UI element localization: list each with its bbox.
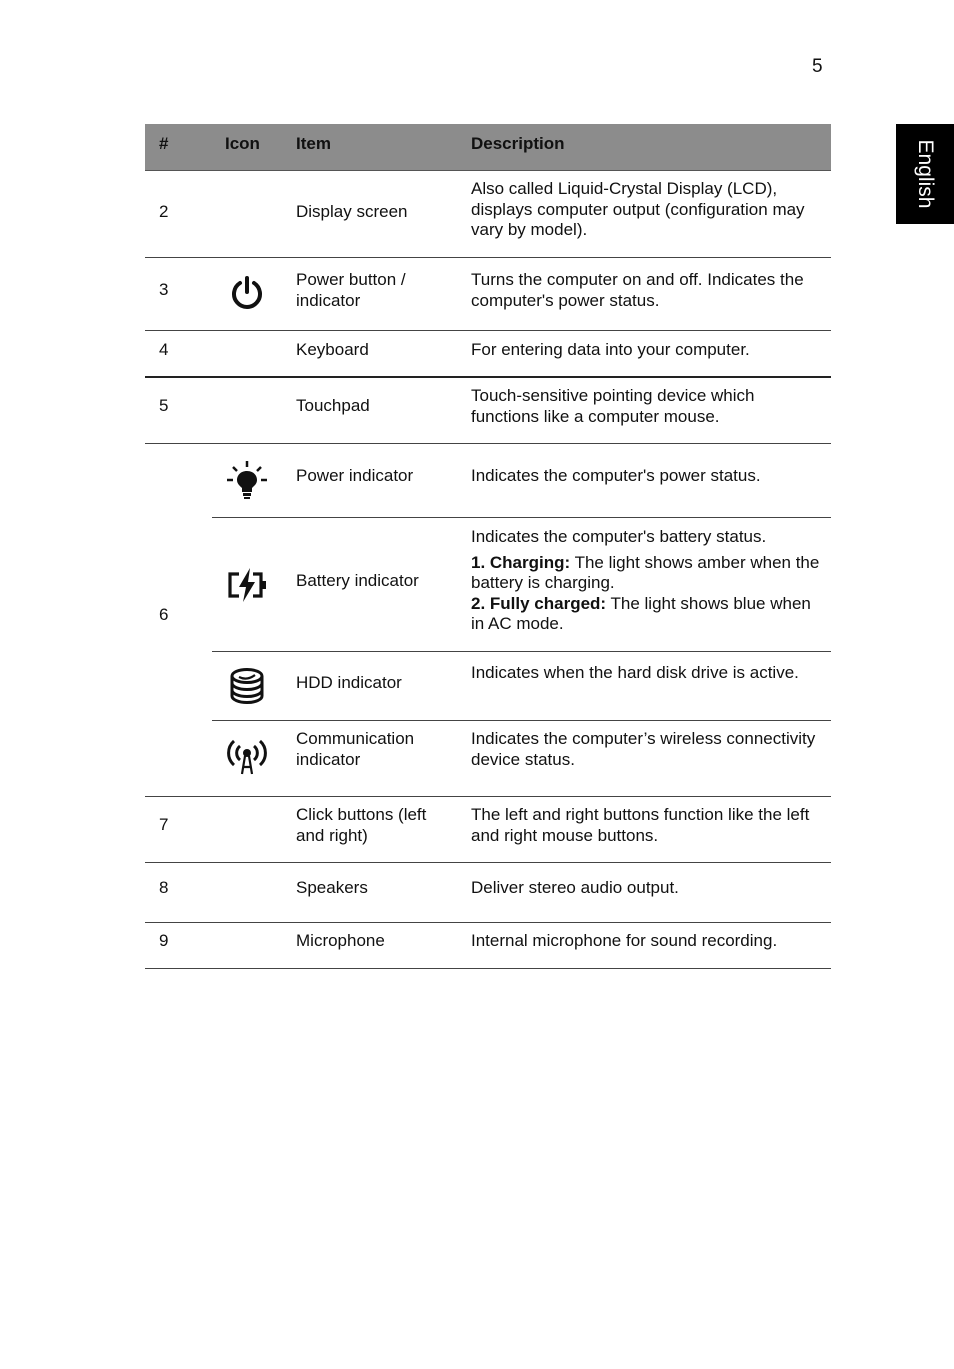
table-row (145, 721, 831, 796)
row-item: Click buttons (left and right) (296, 805, 427, 845)
communication-indicator-icon (225, 736, 269, 780)
header-num: # (159, 134, 169, 153)
row-description: Touch-sensitive pointing device which functions like a computer mouse. (471, 386, 755, 426)
battery-description (471, 527, 821, 635)
row-number: 5 (159, 396, 169, 415)
header-description: Description (471, 134, 565, 153)
charged-text: The light shows blue when in AC mode. (471, 593, 811, 633)
table-row (145, 258, 831, 330)
row-item: Power indicator (296, 466, 414, 485)
battery-status-text: Indicates the computer's battery status. (471, 527, 767, 546)
row-item: HDD indicator (296, 673, 402, 692)
row-item: Speakers (296, 878, 368, 897)
row-number: 7 (159, 815, 169, 834)
battery-indicator-icon (225, 563, 269, 607)
charging-text: The light shows amber when the battery is charging. (471, 552, 820, 592)
row-number: 3 (159, 280, 169, 299)
row-item: Microphone (296, 931, 385, 950)
charging-note (471, 553, 821, 594)
row-description: For entering data into your computer. (471, 340, 750, 359)
charged-label: 2. Fully charged: (471, 593, 607, 613)
charging-label: 1. Charging: (471, 552, 571, 572)
header-icon: Icon (225, 134, 260, 153)
row-number: 9 (159, 931, 169, 950)
table-row (145, 863, 831, 922)
language-tab-label: English (914, 139, 937, 209)
header-item: Item (296, 134, 331, 153)
row-description: Indicates the computer's power status. (471, 466, 761, 485)
row-number: 4 (159, 340, 169, 359)
row-item: Keyboard (296, 340, 369, 359)
row-description: Also called Liquid-Crystal Display (LCD), displays computer output (configuration may vary by model). (471, 179, 805, 239)
row-description: Internal microphone for sound recording. (471, 931, 778, 950)
row-item: Touchpad (296, 396, 370, 415)
table-row (145, 378, 831, 443)
power-button-icon (225, 271, 269, 315)
row-description: Deliver stereo audio output. (471, 878, 679, 897)
row-number: 6 (159, 605, 169, 624)
row-divider (145, 968, 831, 969)
table-row (145, 170, 831, 257)
row-description: Turns the computer on and off. Indicates the computer's power status. (471, 270, 804, 310)
table-row (145, 923, 831, 968)
charged-note (471, 594, 821, 635)
row-item: Display screen (296, 202, 408, 221)
component-table (145, 124, 831, 950)
row-item: Battery indicator (296, 571, 419, 590)
row-number: 8 (159, 878, 169, 897)
row-item: Power button / indicator (296, 270, 406, 310)
table-header (145, 124, 831, 171)
row-item: Communication indicator (296, 729, 415, 769)
table-row (145, 797, 831, 862)
language-tab (896, 124, 954, 224)
row-description: Indicates the computer’s wireless connectivity device status. (471, 729, 816, 769)
hdd-indicator-icon (225, 664, 269, 708)
page-number: 5 (812, 56, 823, 77)
table-row (145, 331, 831, 376)
row-description: Indicates when the hard disk drive is active. (471, 663, 799, 682)
row-number: 2 (159, 202, 169, 221)
table-row (145, 444, 831, 517)
table-row (145, 652, 831, 720)
power-indicator-icon (225, 459, 269, 503)
row-description: The left and right buttons function like the left and right mouse buttons. (471, 805, 810, 845)
table-row (145, 518, 831, 651)
